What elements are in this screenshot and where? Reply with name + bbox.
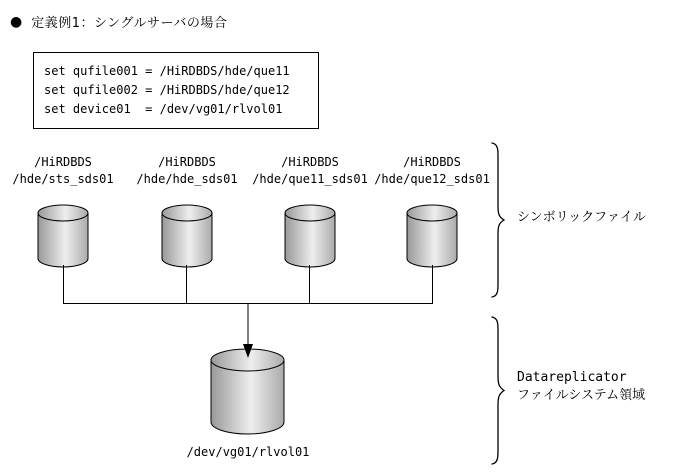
disk-cylinder-icon (284, 204, 336, 268)
page-title: 定義例1：シングルサーバの場合 (31, 16, 228, 31)
disk-path-line: /HiRDBDS (158, 155, 216, 169)
disk-cylinder-icon (161, 204, 213, 268)
disk-path-line: /hde/hde_sds01 (136, 172, 238, 186)
disk-path-line: /hde/que12_sds01 (374, 172, 490, 186)
disk-path-line: /hde/que11_sds01 (252, 172, 368, 186)
brace-symbolic-icon (488, 142, 508, 298)
disk-path-line: /HiRDBDS (403, 155, 461, 169)
brace-datareplicator-icon (488, 316, 508, 465)
disk-cylinder-icon (406, 204, 458, 268)
code-line: set qufile002 = /HiRDBDS/hde/que12 (44, 83, 290, 97)
disk-cylinder-icon (37, 204, 89, 268)
target-volume-cylinder-icon (210, 348, 285, 435)
disk-path-line: /HiRDBDS (34, 155, 92, 169)
target-volume-label: /dev/vg01/rlvol01 (186, 445, 310, 459)
code-line: set device01 = /dev/vg01/rlvol01 (44, 102, 283, 116)
disk-path-line: /hde/sts_sds01 (12, 172, 114, 186)
code-line: set qufile001 = /HiRDBDS/hde/que11 (44, 64, 290, 78)
definition-code-box (33, 52, 319, 129)
bullet-icon: ● (10, 13, 23, 30)
title (10, 12, 227, 31)
symbolic-group-label: シンボリックファイル (517, 210, 646, 225)
datareplicator-group-label (517, 369, 645, 405)
disk-path-line: /HiRDBDS (281, 155, 339, 169)
datareplicator-label-line2: ファイルシステム領域 (517, 388, 646, 403)
datareplicator-label-line1: Datareplicator (517, 370, 627, 385)
